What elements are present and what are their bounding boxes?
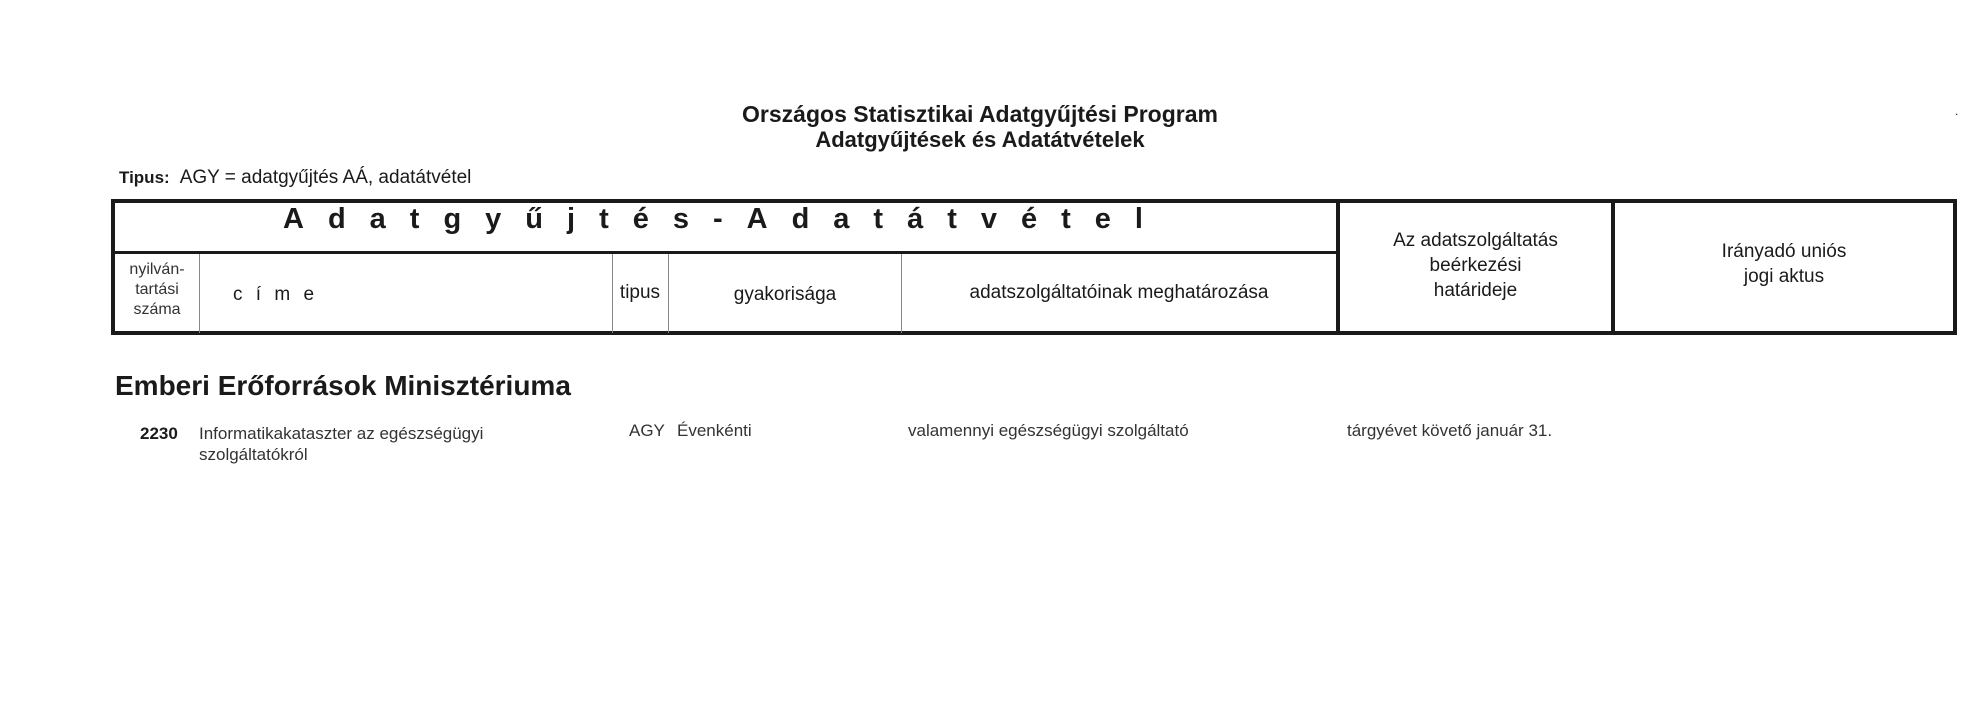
program-title: Országos Statisztikai Adatgyűjtési Program xyxy=(742,101,1218,127)
row-providers: valamennyi egészségügyi szolgáltató xyxy=(908,421,1189,440)
col-header-deadline: Az adatszolgáltatás beérkezési határideje xyxy=(1393,230,1558,301)
col-header-number: nyilván- tartási száma xyxy=(129,261,185,318)
corner-mark: . xyxy=(1955,104,1959,118)
divider-header-row xyxy=(113,251,1338,254)
row-number: 2230 xyxy=(140,424,178,443)
type-legend-label: Tipus: xyxy=(119,168,170,187)
col-header-type: tipus xyxy=(619,282,661,303)
ministry-heading: Emberi Erőforrások Minisztériuma xyxy=(115,370,571,401)
table-main-heading: Adatgyűjtés-Adatátvétel xyxy=(283,203,1167,235)
row-deadline: tárgyévet követő január 31. xyxy=(1347,421,1553,440)
program-subtitle: Adatgyűjtések és Adatátvételek xyxy=(815,127,1145,152)
type-legend xyxy=(119,167,471,189)
col-header-eu-act: Irányadó uniós jogi aktus xyxy=(1721,241,1847,287)
row-frequency: Évenkénti xyxy=(677,421,752,440)
col-header-frequency: gyakorisága xyxy=(733,284,837,305)
col-header-providers: adatszolgáltatóinak meghatározása xyxy=(969,282,1269,303)
divider-num xyxy=(199,254,200,333)
col-header-title: c í m e xyxy=(233,284,319,305)
row-title: Informatikakataszter az egészségügyi szolgáltatókról xyxy=(199,424,484,464)
row-type: AGY xyxy=(629,421,665,440)
type-legend-text: AGY = adatgyűjtés AÁ, adatátvétel xyxy=(179,167,472,188)
